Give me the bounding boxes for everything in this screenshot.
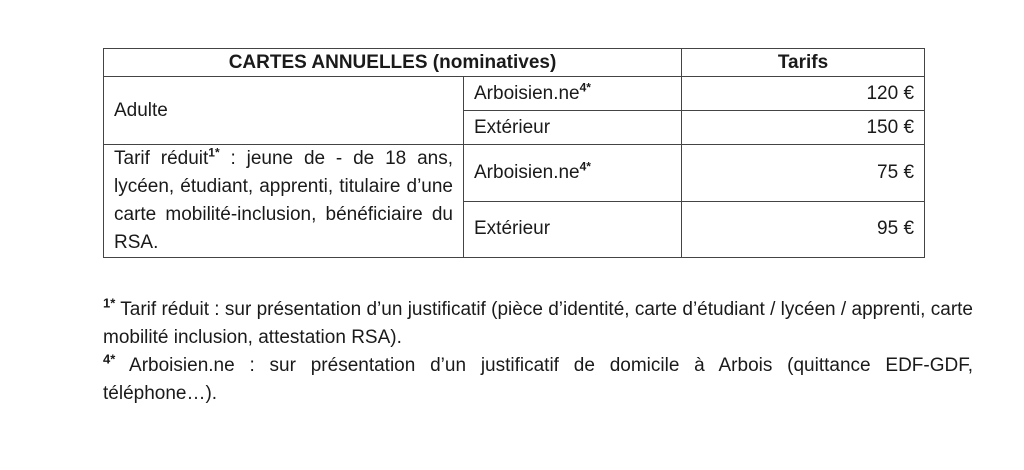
header-tarifs: Tarifs xyxy=(682,49,925,77)
footnote-ref: 4* xyxy=(579,159,591,174)
footnote-ref: 4* xyxy=(579,80,591,95)
footnote-text: Tarif réduit : sur présentation d’un justificatif (pièce d’identité, carte d’étudiant / lycéen / apprenti, carte mobilité inclusion, attestation RSA). xyxy=(103,299,973,348)
footnote-tarif-reduit xyxy=(103,296,973,352)
group-label: Tarif réduit xyxy=(114,148,209,169)
table-header-row xyxy=(104,49,925,77)
row-group-adulte xyxy=(104,77,464,145)
price-cell: 75 € xyxy=(682,145,925,202)
table-row xyxy=(104,145,925,202)
footnote-text: Arboisien.ne : sur présentation d’un justificatif de domicile à Arbois (quittance EDF-GDF, téléphone…). xyxy=(103,355,973,404)
price-cell: 120 € xyxy=(682,77,925,111)
row-group-tarif-reduit xyxy=(104,145,464,258)
footnote-marker: 1* xyxy=(103,295,116,311)
group-label: Adulte xyxy=(114,99,168,121)
type-cell xyxy=(464,145,682,202)
footnote-marker: 4* xyxy=(103,351,116,367)
type-cell xyxy=(464,201,682,258)
type-label: Arboisien.ne xyxy=(474,82,580,104)
header-title: CARTES ANNUELLES (nominatives) xyxy=(104,49,682,77)
type-label: Extérieur xyxy=(474,218,551,240)
type-cell xyxy=(464,111,682,145)
type-label: Extérieur xyxy=(474,116,551,138)
tariff-table xyxy=(103,48,925,258)
type-label: Arboisien.ne xyxy=(474,161,580,183)
footnotes xyxy=(103,296,973,408)
group-description: : jeune de - de 18 ans, lycéen, étudiant, apprenti, titulaire d’une carte mobilité-inclusion, bénéficiaire du RSA. xyxy=(114,148,453,253)
table-row xyxy=(104,77,925,111)
price-cell: 95 € xyxy=(682,201,925,258)
footnote-ref: 1* xyxy=(208,145,220,160)
type-cell xyxy=(464,77,682,111)
footnote-arboisien xyxy=(103,352,973,408)
price-cell: 150 € xyxy=(682,111,925,145)
